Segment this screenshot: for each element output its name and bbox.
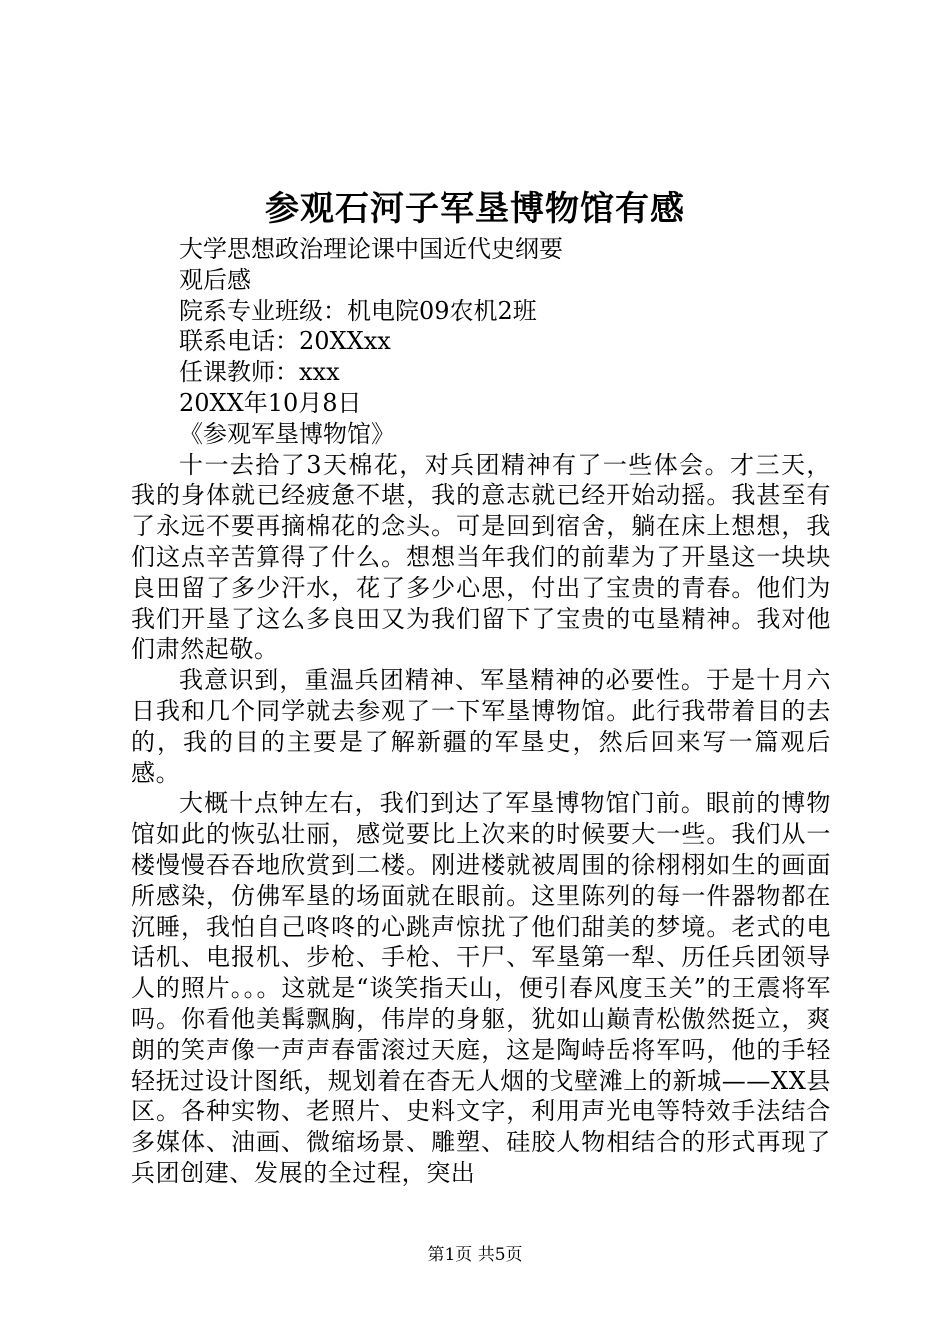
- body-paragraph-3: 大概十点钟左右，我们到达了军垦博物馆门前。眼前的博物馆如此的恢弘壮丽，感觉要比上次来的时候要大一些。我们从一楼慢慢吞吞地欣赏到二楼。刚进楼就被周围的徐栩栩如生的画面所感染，仿佛军垦的场面就在眼前。这里陈列的每一件器物都在沉睡，我怕自己咚咚的心跳声惊扰了他们甜美的梦境。老式的电话机、电报机、步枪、手枪、干尸、军垦第一犁、历任兵团领导人的照片。。。这就是“谈笑指天山，便引春风度玉关”的王震将军吗。你看他美髯飘胸，伟岸的身躯，犹如山巅青松傲然挺立，爽朗的笑声像一声声春雷滚过天庭，这是陶峙岳将军吗，他的手轻轻抚过设计图纸，规划着在杳无人烟的戈壁滩上的新城——XX县区。各种实物、老照片、史料文字，利用声光电等特效手法结合多媒体、油画、微缩场景、雕塑、硅胶人物相结合的形式再现了兵团创建、发展的全过程，突出: [131, 789, 831, 1187]
- body-paragraph-1: 十一去拾了3天棉花，对兵团精神有了一些体会。才三天，我的身体就已经疲惫不堪，我的意志就已经开始动摇。我甚至有了永远不要再摘棉花的念头。可是回到宿舍，躺在床上想想，我们这点辛苦算得了什么。想想当年我们的前辈为了开垦这一块块良田留了多少汗水，花了多少心思，付出了宝贵的青春。他们为我们开垦了这么多良田又为我们留下了宝贵的屯垦精神。我对他们肃然起敬。: [131, 450, 831, 664]
- body-paragraph-2: 我意识到，重温兵团精神、军垦精神的必要性。于是十月六日我和几个同学就去参观了一下军垦博物馆。此行我带着目的去的，我的目的主要是了解新疆的军垦史，然后回来写一篇观后感。: [131, 666, 831, 787]
- class-info-line: 院系专业班级：机电院09农机2班: [179, 296, 537, 325]
- date-line: 20XX年10月8日: [179, 388, 362, 417]
- document-title: 参观石河子军垦博物馆有感: [265, 189, 685, 229]
- document-body: [131, 234, 831, 1189]
- teacher-line: 任课教师：xxx: [179, 358, 340, 387]
- essay-subtitle: 《参观军垦博物馆》: [179, 419, 395, 448]
- phone-line: 联系电话：20XXxx: [179, 327, 391, 356]
- course-line: 大学思想政治理论课中国近代史纲要: [179, 235, 563, 263]
- report-type-line: 观后感: [179, 265, 251, 294]
- page-footer: 第1页 共5页: [427, 1245, 523, 1265]
